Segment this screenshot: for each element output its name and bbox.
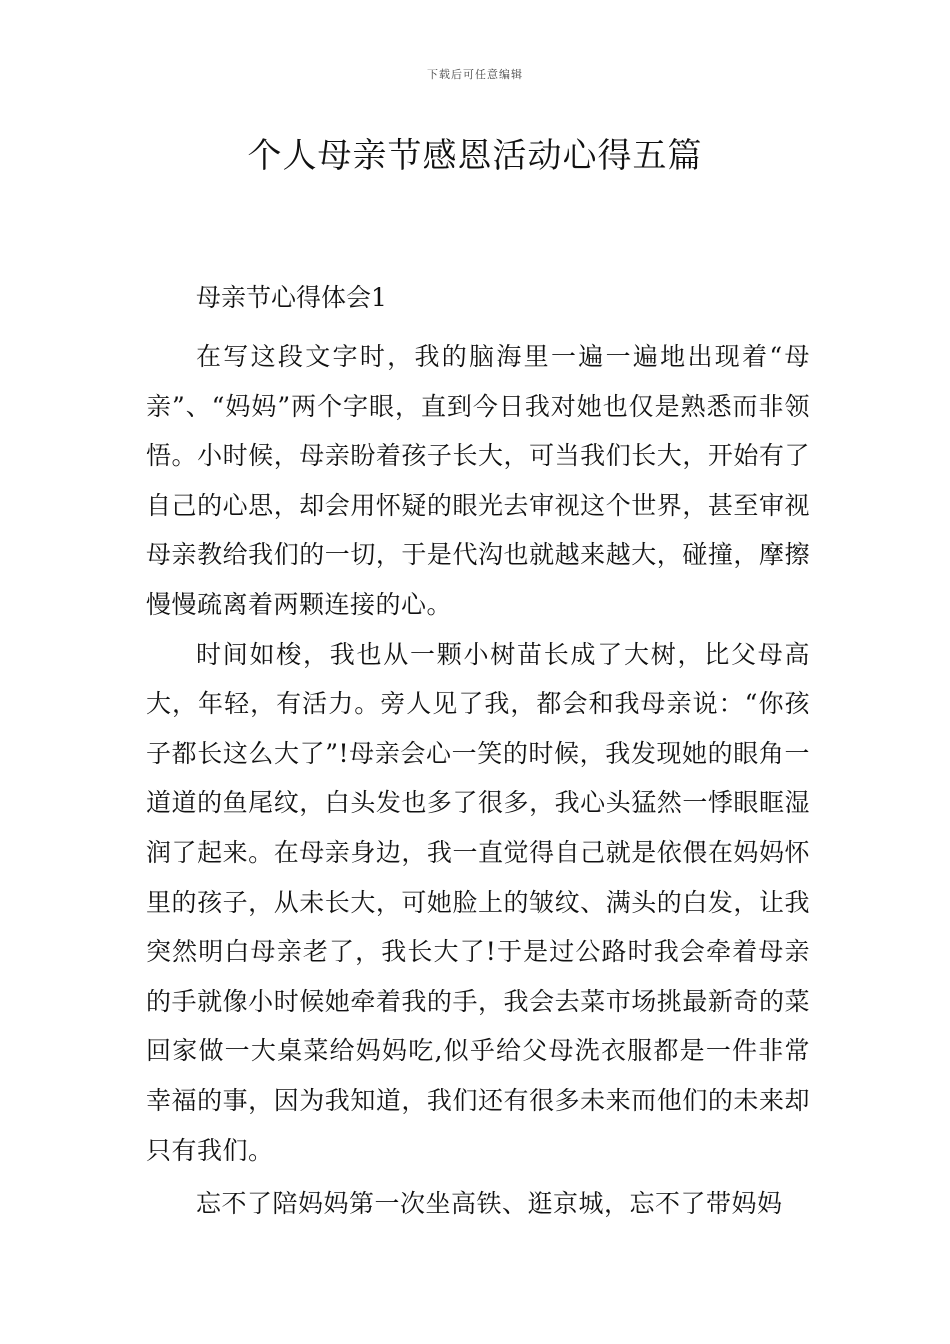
section-heading: 母亲节心得体会1 — [196, 283, 387, 312]
paragraph-2: 时间如梭，我也从一颗小树苗长成了大树，比父母高大，年轻，有活力。旁人见了我，都会和我母亲说：“你孩子都长这么大了”!母亲会心一笑的时候，我发现她的眼角一道道的鱼尾纹，白头发也多了很多，我心头猛然一悸眼眶湿润了起来。在母亲身边，我一直觉得自己就是依偎在妈妈怀里的孩子，从未长大，可她脸上的皱纹、满头的白发，让我突然明白母亲老了，我长大了!于是过公路时我会牵着母亲的手就像小时候她牵着我的手，我会去菜市场挑最新奇的菜回家做一大桌菜给妈妈吃,似乎给父母洗衣服都是一件非常幸福的事，因为我知道，我们还有很多未来而他们的未来却只有我们。 — [146, 639, 810, 1165]
document-body — [146, 280, 810, 1229]
paragraph-3: 忘不了陪妈妈第一次坐高铁、逛京城，忘不了带妈妈 — [196, 1189, 783, 1219]
header-note: 下载后可任意编辑 — [427, 68, 523, 81]
paragraph-1: 在写这段文字时，我的脑海里一遍一遍地出现着“母亲”、“妈妈”两个字眼，直到今日我对她也仅是熟悉而非领悟。小时候，母亲盼着孩子长大，可当我们长大，开始有了自己的心思，却会用怀疑的眼光去审视这个世界，甚至审视母亲教给我们的一切，于是代沟也就越来越大，碰撞，摩擦慢慢疏离着两颗连接的心。 — [146, 342, 810, 619]
document-title: 个人母亲节感恩活动心得五篇 — [247, 136, 703, 176]
